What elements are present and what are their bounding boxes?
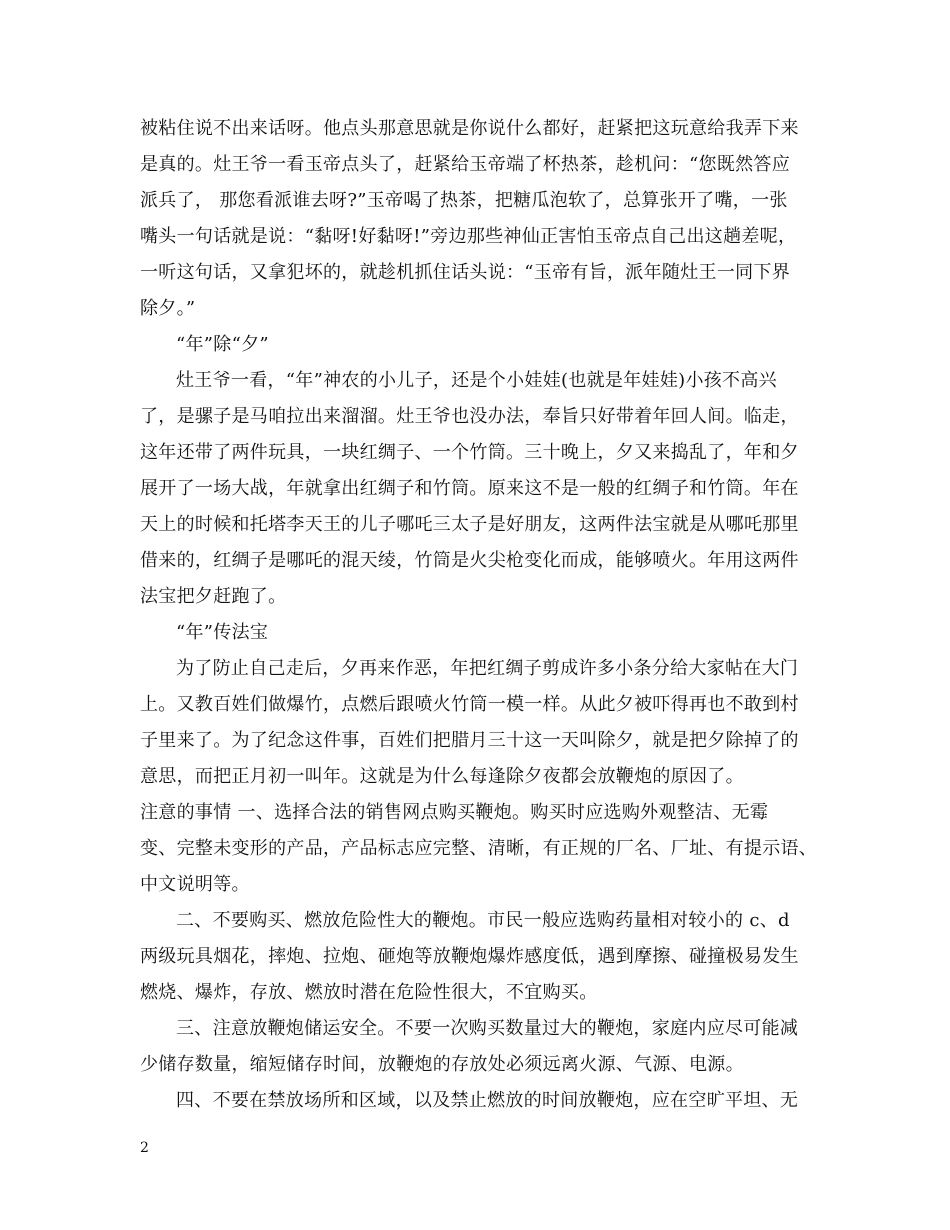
page-number: 2 [140,1140,149,1156]
text-line: 法宝把夕赶跑了。 [140,586,287,607]
text-line: 燃烧、爆炸，存放、燃放时潜在危险性很大，不宜购买。 [140,982,598,1003]
text-line: 派兵了， 那您看派谁去呀?”玉帝喝了热茶，把糖瓜泡软了，总算张开了嘴，一张 [140,190,788,211]
text-line: 了，是骡子是马咱拉出来溜溜。灶王爷也没办法，奉旨只好带着年回人间。临走， [140,406,799,427]
text-line: 天上的时候和托塔李天王的儿子哪吒三太子是好朋友，这两件法宝就是从哪吒那里 [140,514,799,535]
text-line: 灶王爷一看，“年”神农的小儿子，还是个小娃娃(也就是年娃娃)小孩不高兴 [176,370,777,391]
text-line: 借来的，红绸子是哪吒的混天绫，竹筒是火尖枪变化而成，能够喷火。年用这两件 [140,550,799,571]
text-line: 一听这句话，又拿犯坏的，就趁机抓住话头说：“玉帝有旨，派年随灶王一同下界 [140,262,790,283]
text-line: 变、完整未变形的产品，产品标志应完整、清晰，有正规的厂名、厂址、有提示语、 [140,838,818,859]
text-line: 为了防止自己走后，夕再来作恶，年把红绸子剪成许多小条分给大家帖在大门 [176,658,799,679]
text-line: 这年还带了两件玩具，一块红绸子、一个竹筒。三十晚上，夕又来捣乱了，年和夕 [140,442,799,463]
text-line: 中文说明等。 [140,874,250,895]
section-heading: “年”除“夕” [176,334,269,355]
text-line: 嘴头一句话就是说：“黏呀!好黏呀!”旁边那些神仙正害怕玉帝点自己出这趟差呢， [140,226,797,247]
text-line: 除夕。” [140,298,196,319]
text-line: 是真的。灶王爷一看玉帝点头了，赶紧给玉帝端了杯热茶，趁机问：“您既然答应 [140,154,790,175]
text-line: 展开了一场大战，年就拿出红绸子和竹筒。原来这不是一般的红绸子和竹筒。年在 [140,478,799,499]
text-line: 意思，而把正月初一叫年。这就是为什么每逢除夕夜都会放鞭炮的原因了。 [140,766,744,787]
text-line: 二、不要购买、燃放危险性大的鞭炮。市民一般应选购药量相对较小的 c、d [176,910,790,931]
text-line: 被粘住说不出来话呀。他点头那意思就是你说什么都好，赶紧把这玩意给我弄下来 [140,118,799,139]
text-line: 子里来了。为了纪念这件事，百姓们把腊月三十这一天叫除夕，就是把夕除掉了的 [140,730,799,751]
text-line: 四、不要在禁放场所和区域，以及禁止燃放的时间放鞭炮，应在空旷平坦、无 [176,1090,799,1111]
section-heading: “年”传法宝 [176,622,269,643]
text-line: 上。又教百姓们做爆竹，点燃后跟喷火竹筒一模一样。从此夕被吓得再也不敢到村 [140,694,799,715]
text-line: 两级玩具烟花，摔炮、拉炮、砸炮等放鞭炮爆炸感度低，遇到摩擦、碰撞极易发生 [140,946,799,967]
text-line: 少储存数量，缩短储存时间，放鞭炮的存放处必须远离火源、气源、电源。 [140,1054,744,1075]
text-line: 注意的事情 一、选择合法的销售网点购买鞭炮。购买时应选购外观整洁、无霉 [140,802,769,823]
text-line: 三、注意放鞭炮储运安全。不要一次购买数量过大的鞭炮，家庭内应尽可能减 [176,1018,799,1039]
